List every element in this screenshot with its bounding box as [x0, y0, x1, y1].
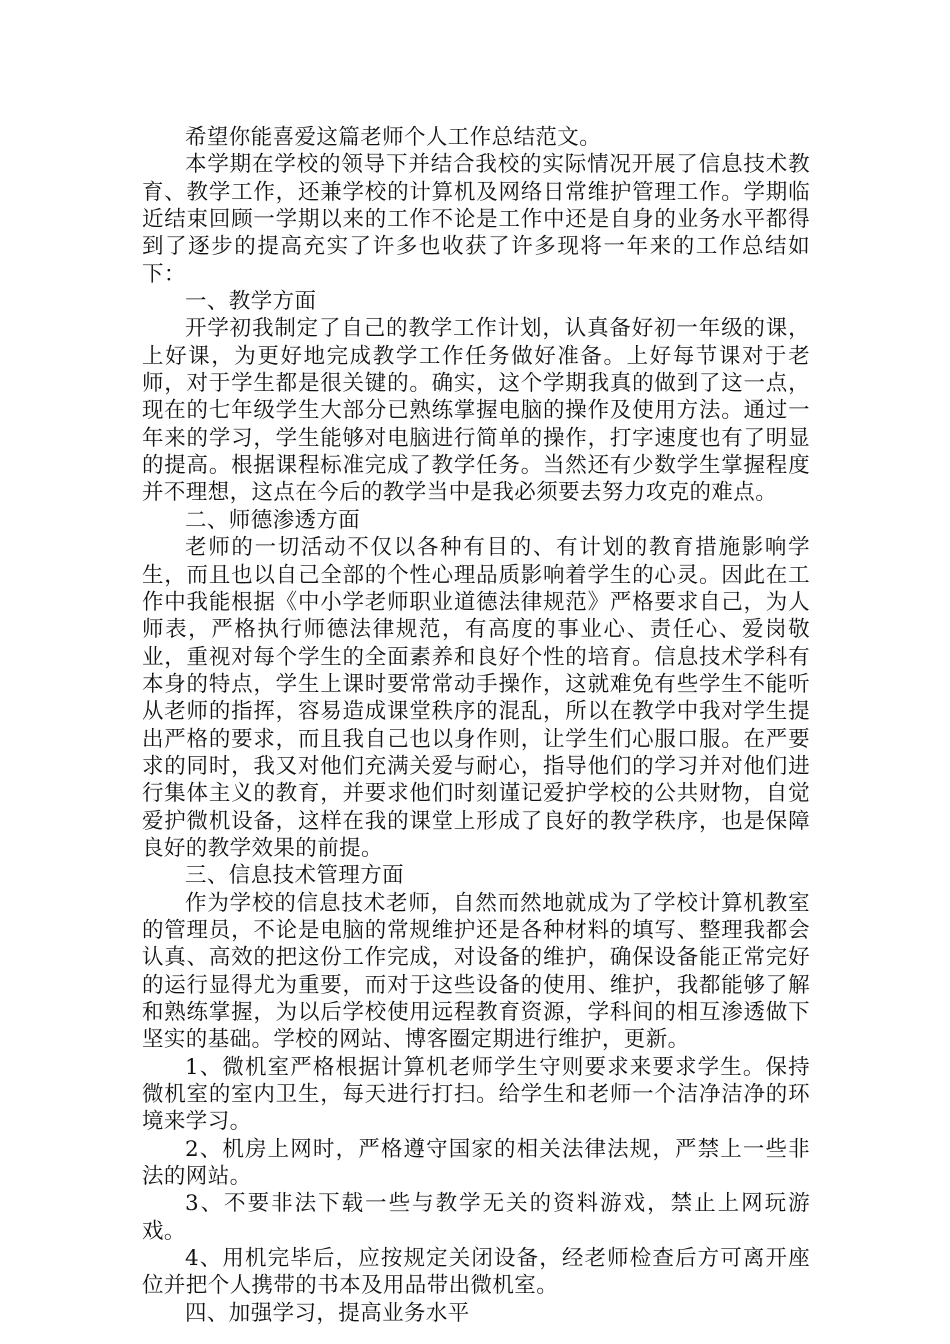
- list-item-2: 2、机房上网时，严格遵守国家的相关法律法规，严禁上一些非法的网站。: [142, 1136, 810, 1190]
- section-heading-it-management: 三、信息技术管理方面: [185, 863, 405, 889]
- list-item-3: 3、不要非法下载一些与教学无关的资料游戏，禁止上网玩游戏。: [142, 1191, 810, 1244]
- list-item-4: 4、用机完毕后，应按规定关闭设备，经老师检查后方可离开座位并把个人携带的书本及用品带出微机室。: [142, 1246, 810, 1299]
- section-heading-teaching: 一、教学方面: [185, 289, 317, 315]
- ethics-paragraph: 老师的一切活动不仅以各种有目的、有计划的教育措施影响学生，而且也以自己全部的个性心理品质影响着学生的心灵。因此在工作中我能根据《中小学老师职业道德法律规范》严格要求自己，为人师表，严格执行师德法律规范，有高度的事业心、责任心、爱岗敬业，重视对每个学生的全面素养和良好个性的培育。信息技术学科有本身的特点，学生上课时要常常动手操作，这就难免有些学生不能听从老师的指挥，容易造成课堂秩序的混乱，所以在教学中我对学生提出严格的要求，而且我自己也以身作则，让学生们心服口服。在严要求的同时，我又对他们充满关爱与耐心，指导他们的学习并对他们进行集体主义的教育，并要求他们时刻谨记爱护学校的公共财物，自觉爱护微机设备，这样在我的课堂上形成了良好的教学秩序，也是保障良好的教学效果的前提。: [142, 535, 810, 861]
- list-item-1: 1、微机室严格根据计算机老师学生守则要求来要求学生。保持微机室的室内卫生，每天进行打扫。给学生和老师一个洁净洁净的环境来学习。: [142, 1054, 810, 1135]
- section-heading-ethics: 二、师德渗透方面: [185, 507, 361, 533]
- teaching-paragraph: 开学初我制定了自己的教学工作计划，认真备好初一年级的课，上好课，为更好地完成教学工作任务做好准备。上好每节课对于老师，对于学生都是很关键的。确实，这个学期我真的做到了这一点，现在的七年级学生大部分已熟练掌握电脑的操作及使用方法。通过一年来的学习，学生能够对电脑进行简单的操作，打字速度也有了明显的提高。根据课程标准完成了教学任务。当然还有少数学生掌握程度并不理想，这点在今后的教学当中是我必须要去努力攻克的难点。: [142, 316, 810, 506]
- it-management-paragraph: 作为学校的信息技术老师，自然而然地就成为了学校计算机教室的管理员，不论是电脑的常规维护还是各种材料的填写、整理我都会认真、高效的把这份工作完成，对设备的维护，确保设备能正常完好的运行显得尤为重要，而对于这些设备的使用、维护，我都能够了解和熟练掌握，为以后学校使用远程教育资源，学科间的相互渗透做下坚实的基础。学校的网站、博客圈定期进行维护，更新。: [142, 890, 810, 1053]
- document-body: [142, 124, 810, 1327]
- intro-sentence: 希望你能喜爱这篇老师个人工作总结范文。: [185, 125, 602, 150]
- opening-paragraph: 本学期在学校的领导下并结合我校的实际情况开展了信息技术教育、教学工作，还兼学校的计算机及网络日常维护管理工作。学期临近结束回顾一学期以来的工作不论是工作中还是自身的业务水平都得到了逐步的提高充实了许多也收获了许多现将一年来的工作总结如下：: [142, 152, 810, 287]
- section-heading-study: 四、加强学习，提高业务水平: [185, 1300, 470, 1326]
